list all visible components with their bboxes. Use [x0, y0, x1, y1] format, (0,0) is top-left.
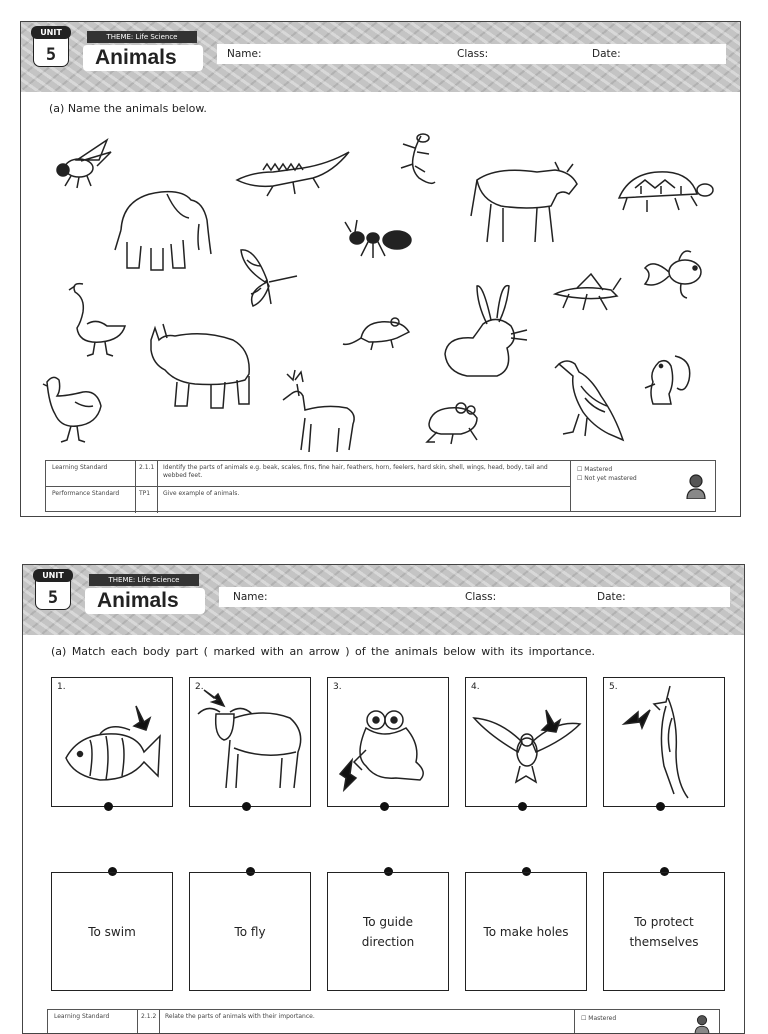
instruction-name-animals: (a) Name the animals below. [49, 102, 207, 115]
fish-icon [60, 700, 164, 790]
date-field-label[interactable]: Date: [592, 48, 621, 60]
unit-label: UNIT [31, 26, 71, 39]
match-dot[interactable] [104, 802, 113, 811]
ant-icon [343, 218, 419, 262]
swan-icon [67, 278, 129, 358]
worksheet-title: Animals [85, 588, 205, 614]
performance-standard-text: Give example of animals. [163, 490, 240, 497]
performance-standard-code: TP1 [136, 487, 158, 513]
match-dot[interactable] [380, 802, 389, 811]
mastered-label: Mastered [584, 466, 613, 473]
butterfly-icon [237, 242, 303, 310]
option-to-make-holes[interactable]: To make holes [465, 872, 587, 991]
worksheet-match-body-parts [22, 564, 745, 1034]
learning-standard-text: Identify the parts of animals e.g. beak, scales, fins, fine hair, feathers, horn, feelers, hard skin, shell, wings, head, body, tail and webbed feet. [163, 464, 548, 479]
option-to-swim[interactable]: To swim [51, 872, 173, 991]
mastered-label: Mastered [588, 1015, 617, 1022]
name-field-label[interactable]: Name: [233, 591, 268, 603]
match-dot[interactable] [242, 802, 251, 811]
learning-standard-text: Relate the parts of animals with their importance. [165, 1013, 315, 1020]
deer-icon [277, 366, 361, 456]
instruction-match: (a) Match each body part ( marked with an arrow ) of the animals below with its importance. [51, 645, 596, 658]
mastery-checklist [574, 1010, 719, 1034]
performance-standard-row [46, 487, 570, 513]
grasshopper-icon [547, 270, 623, 314]
performance-standard-label: Performance Standard [46, 487, 136, 513]
mastered-checkbox[interactable]: ☐ Mastered [577, 466, 613, 473]
picture-box-3 [327, 677, 449, 807]
frog-icon [421, 394, 483, 446]
learning-standard-label: Learning Standard [46, 461, 136, 486]
picture-number: 3. [333, 682, 342, 692]
lizard-icon [385, 130, 441, 190]
student-info-bar [217, 44, 726, 64]
theme-label: THEME: Life Science [89, 574, 199, 586]
picture-box-5 [603, 677, 725, 807]
class-field-label[interactable]: Class: [465, 591, 497, 603]
learning-standard-code: 2.1.1 [136, 461, 158, 486]
teacher-avatar-icon [685, 473, 707, 499]
picture-number: 5. [609, 682, 618, 692]
unit-number: 5 [45, 45, 57, 65]
hen-icon [37, 372, 107, 446]
header-banner [23, 565, 744, 635]
eagle-icon [549, 356, 629, 446]
woodpecker-icon [614, 682, 714, 800]
assessment-footer [47, 1009, 720, 1034]
learning-standard-row [48, 1010, 574, 1034]
theme-label: THEME: Life Science [87, 31, 197, 43]
rabbit-icon [437, 280, 529, 384]
buffalo-icon [194, 688, 306, 798]
mastery-checklist [570, 461, 715, 511]
option-to-guide-direction[interactable]: To guide direction [327, 872, 449, 991]
teacher-avatar-icon [693, 1014, 711, 1034]
goldfish-icon [639, 244, 711, 304]
student-info-bar [219, 587, 730, 607]
picture-box-1 [51, 677, 173, 807]
picture-box-2 [189, 677, 311, 807]
unit-number: 5 [47, 588, 59, 608]
assessment-footer [45, 460, 716, 512]
option-to-fly[interactable]: To fly [189, 872, 311, 991]
match-dot[interactable] [518, 802, 527, 811]
rhinoceros-icon [145, 320, 255, 412]
picture-box-4 [465, 677, 587, 807]
header-banner [21, 22, 740, 92]
learning-standard-label: Learning Standard [48, 1010, 138, 1034]
learning-standard-code: 2.1.2 [138, 1010, 160, 1034]
not-mastered-label: Not yet mastered [584, 475, 637, 482]
frog-icon [336, 700, 440, 796]
rat-icon [341, 312, 411, 354]
learning-standard-row [46, 461, 570, 487]
name-field-label[interactable]: Name: [227, 48, 262, 60]
picture-number: 4. [471, 682, 480, 692]
date-field-label[interactable]: Date: [597, 591, 626, 603]
crocodile-icon [233, 142, 353, 200]
option-to-protect-themselves[interactable]: To protect themselves [603, 872, 725, 991]
worksheet-name-animals [20, 21, 741, 517]
bird-icon [470, 696, 584, 792]
tortoise-icon [611, 164, 715, 220]
class-field-label[interactable]: Class: [457, 48, 489, 60]
cow-icon [467, 156, 581, 248]
squirrel-icon [641, 348, 693, 410]
picture-number: 1. [57, 682, 66, 692]
unit-label: UNIT [33, 569, 73, 582]
worksheet-title: Animals [83, 45, 203, 71]
elephant-icon [113, 180, 217, 276]
mastered-checkbox[interactable]: ☐ Mastered [581, 1015, 617, 1022]
not-mastered-checkbox[interactable]: ☐ Not yet mastered [577, 475, 637, 482]
match-dot[interactable] [656, 802, 665, 811]
fly-icon [49, 134, 115, 190]
picture-number: 2. [195, 682, 204, 692]
unit-badge [35, 571, 71, 610]
unit-badge [33, 28, 69, 67]
